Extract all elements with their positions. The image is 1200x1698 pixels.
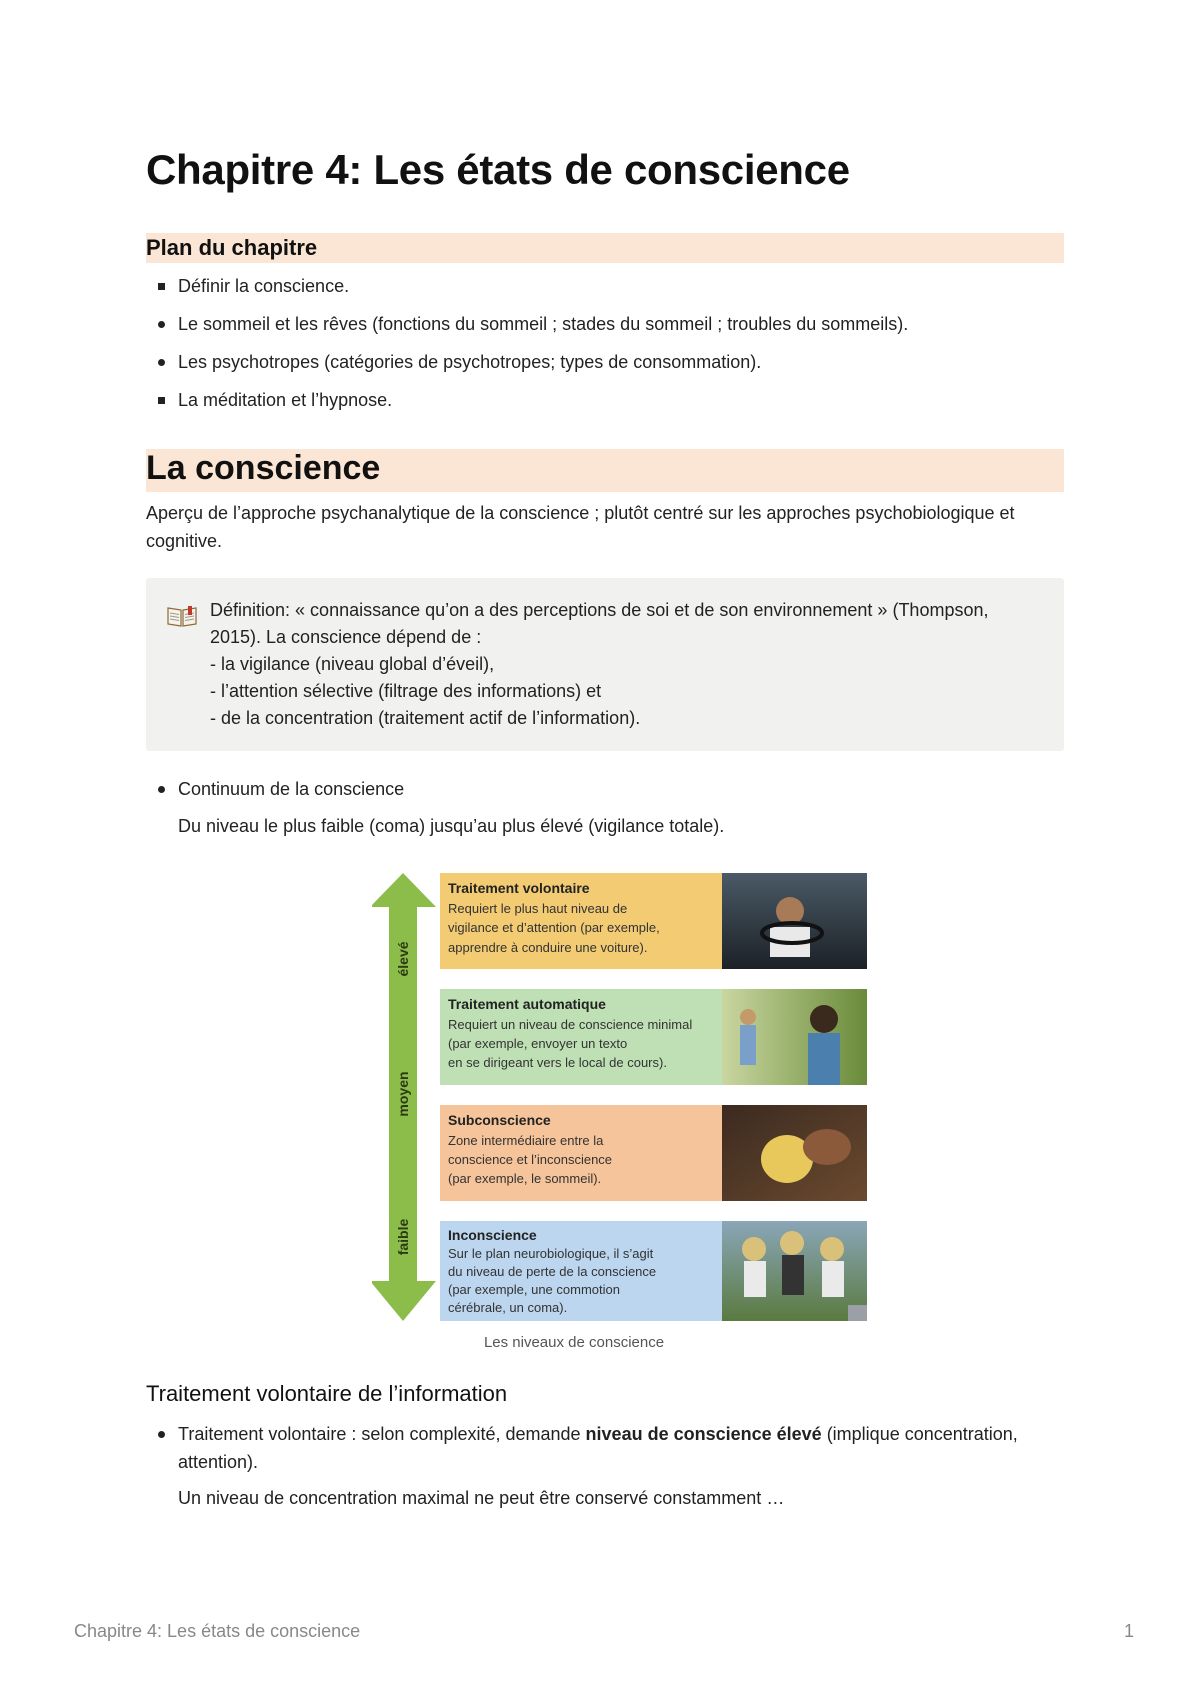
square-bullet-icon [158,283,165,290]
list-item: La méditation et l’hypnose. [146,386,1064,424]
level-title: Subconscience [448,1112,551,1128]
list-item: Le sommeil et les rêves (fonctions du sommeil ; stades du sommeil ; troubles du sommeils). [146,310,1064,348]
svg-text:(par exemple, envoyer un texto: (par exemple, envoyer un texto [448,1036,628,1051]
definition-callout [146,578,1064,751]
list-item: Définir la conscience. [146,272,1064,310]
bullet-icon [158,359,165,366]
svg-text:conscience et l’inconscience: conscience et l’inconscience [448,1152,613,1167]
level-title: Inconscience [448,1227,537,1243]
page-number: 1 [1124,1621,1135,1641]
book-icon [166,604,198,628]
consciousness-levels-figure [372,869,867,1325]
svg-text:Requiert un niveau de conscien: Requiert un niveau de conscience minimal [448,1017,693,1032]
square-bullet-icon [158,397,165,404]
svg-text:cérébrale, un coma).: cérébrale, un coma). [448,1300,568,1315]
svg-text:en se dirigeant vers le local: en se dirigeant vers le local de cours). [448,1055,667,1070]
level-title: Traitement automatique [448,996,606,1012]
svg-text:apprendre à conduire une voitu: apprendre à conduire une voiture). [448,940,648,955]
arrow-label-eleve: élevé [395,941,411,977]
bullet-icon [158,321,165,328]
conscience-heading: La conscience [146,449,381,487]
svg-text:Zone intermédiaire entre la: Zone intermédiaire entre la [448,1133,604,1148]
continuum-label: Continuum de la conscience [178,779,405,799]
level-title: Traitement volontaire [448,880,590,896]
arrow-label-moyen: moyen [395,1071,411,1117]
footer-title: Chapitre 4: Les états de conscience [74,1621,361,1641]
conscience-intro: Aperçu de l’approche psychanalytique de la conscience ; plutôt centré sur les approches psychobiologique et cognitive. [146,503,1015,551]
svg-text:Requiert le plus haut niveau d: Requiert le plus haut niveau de [448,901,628,916]
bullet-icon [158,786,165,793]
plan-heading: Plan du chapitre [146,235,318,260]
list-item: Les psychotropes (catégories de psychotropes; types de consommation). [146,348,1064,386]
figure-caption: Les niveaux de conscience [483,1334,665,1351]
bullet-icon [158,1431,165,1438]
svg-text:Sur le plan neurobiologique, i: Sur le plan neurobiologique, il s’agit [448,1246,654,1261]
definition-text: Définition: « connaissance qu’on a des perceptions de soi et de son environnement » (Thompson, 2015). La conscience dépend de : - la vigilance (niveau global d’éveil), - l’attention sélective (filtrage des informations) et - de la concentration (traitement actif de l’information). [210,600,989,728]
plan-list [146,272,1064,424]
svg-text:(par exemple, une commotion: (par exemple, une commotion [448,1282,620,1297]
page-title: Chapitre 4: Les états de conscience [146,146,850,193]
traitement-volontaire-text: Traitement volontaire : selon complexité, demande niveau de conscience élevé (implique concentration, attention). [178,1424,1018,1472]
svg-text:du niveau de perte de la consc: du niveau de perte de la conscience [448,1264,657,1279]
corner-mark [848,1305,867,1321]
svg-text:(par exemple, le sommeil).: (par exemple, le sommeil). [448,1171,602,1186]
section-heading-traitement-volontaire: Traitement volontaire de l’information [146,1381,508,1406]
continuum-description: Du niveau le plus faible (coma) jusqu’au plus élevé (vigilance totale). [178,816,725,836]
svg-text:vigilance et d’attention (par: vigilance et d’attention (par exemple, [448,920,660,935]
traitement-volontaire-sub: Un niveau de concentration maximal ne peut être conservé constamment … [178,1488,785,1508]
arrow-label-faible: faible [395,1218,411,1256]
